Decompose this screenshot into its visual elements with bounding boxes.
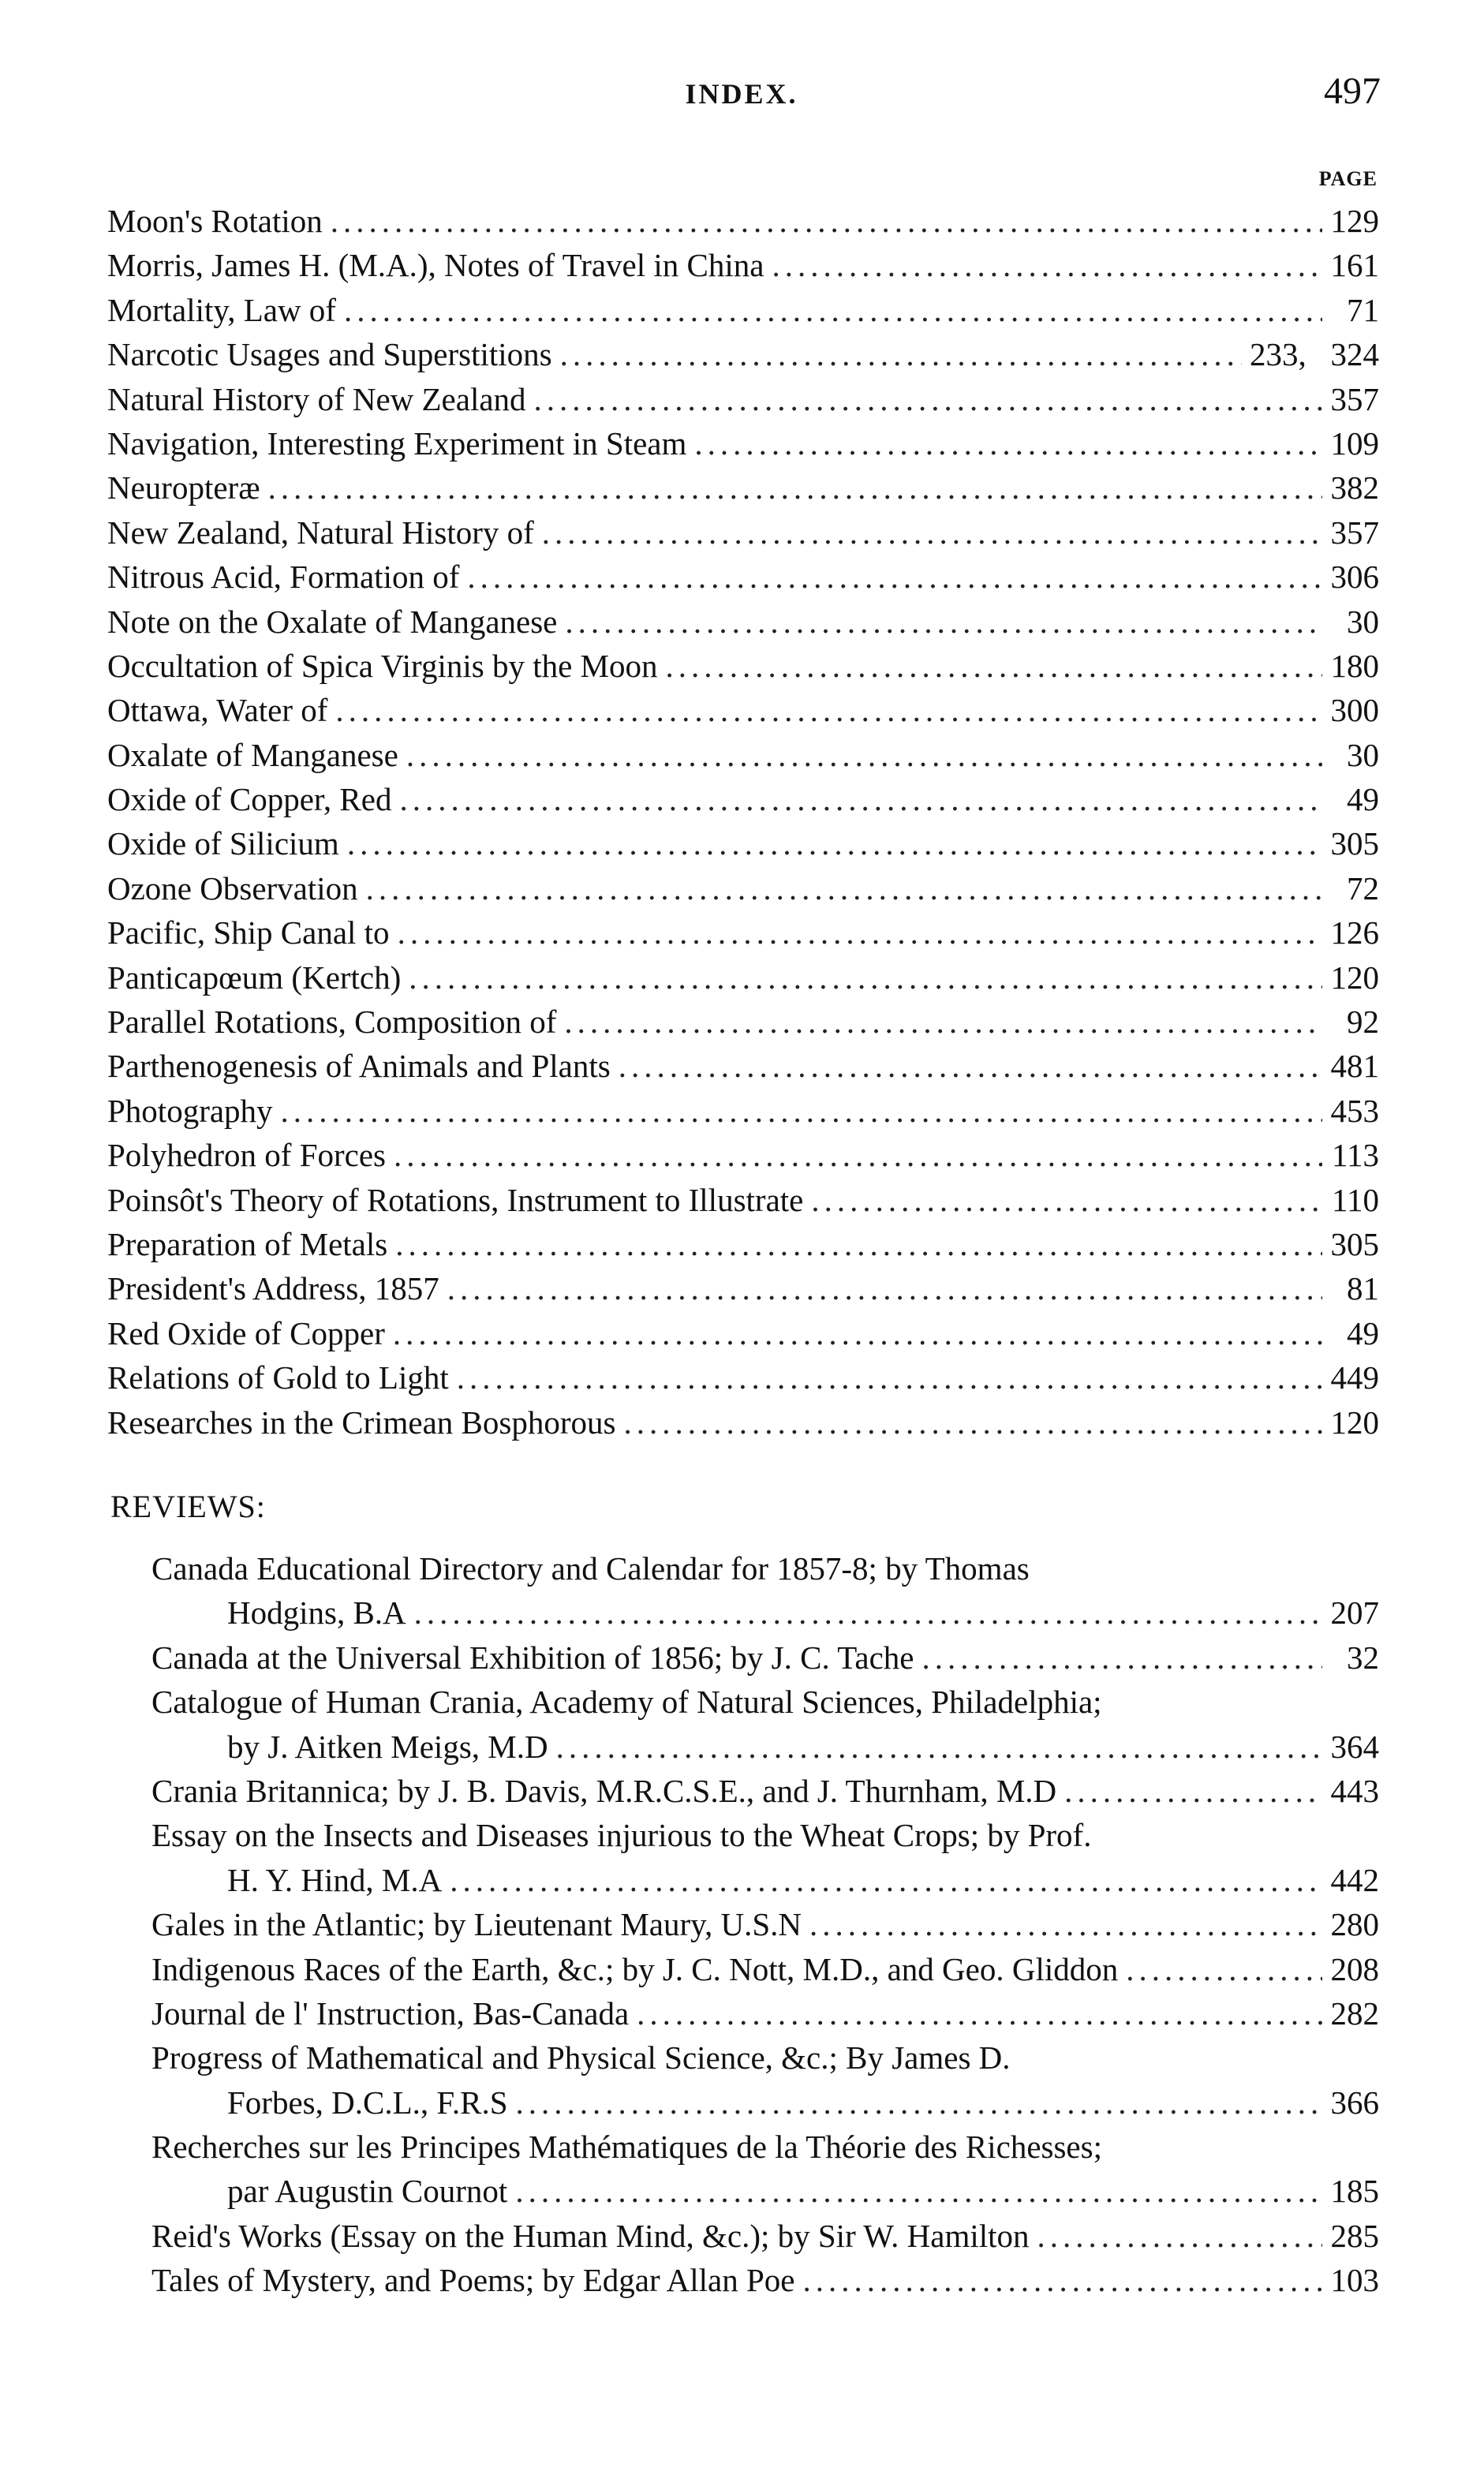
index-entry <box>107 199 1379 243</box>
dot-leader <box>1126 1947 1322 1991</box>
review-line <box>107 1858 1379 1902</box>
entry-page: 71 <box>1347 291 1379 328</box>
entry-page: 449 <box>1330 1359 1379 1396</box>
dot-leader <box>344 288 1322 332</box>
index-entry <box>107 955 1379 1000</box>
review-page: 364 <box>1330 1728 1379 1765</box>
review-title-continued: H. Y. Hind, M.A <box>227 1861 443 1898</box>
index-entry <box>107 465 1379 510</box>
dot-leader <box>694 421 1322 465</box>
index-entry <box>107 688 1379 732</box>
dot-leader <box>802 2258 1322 2302</box>
dot-leader <box>565 600 1322 644</box>
entry-title: Natural History of New Zealand <box>107 380 526 417</box>
review-page: 285 <box>1330 2217 1379 2254</box>
review-title-continued: by J. Aitken Meigs, M.D <box>227 1728 548 1765</box>
review-entry <box>107 1947 1379 1991</box>
entry-title: Nitrous Acid, Formation of <box>107 559 460 596</box>
index-entry <box>107 733 1379 777</box>
entry-page: 113 <box>1332 1137 1379 1174</box>
dot-leader <box>268 465 1322 510</box>
index-entry <box>107 1089 1379 1133</box>
review-page: 282 <box>1330 1994 1379 2032</box>
review-line <box>107 2169 1379 2213</box>
review-line <box>107 2214 1379 2258</box>
entry-title: Oxide of Silicium <box>107 825 339 862</box>
entry-page: 180 <box>1330 647 1379 684</box>
review-title: Recherches sur les Principes Mathématiques de la Théorie des Richesses; <box>151 2129 1102 2166</box>
review-page: 442 <box>1330 1861 1379 1898</box>
review-title: Tales of Mystery, and Poems; by Edgar Allan Poe <box>151 2262 795 2299</box>
entry-title: Relations of Gold to Light <box>107 1359 449 1396</box>
dot-leader <box>281 1089 1322 1133</box>
reviews-heading: REVIEWS: <box>110 1489 266 1524</box>
index-entry <box>107 243 1379 287</box>
entry-page: 110 <box>1332 1181 1379 1218</box>
review-line <box>107 1769 1379 1813</box>
dot-leader <box>414 1590 1322 1635</box>
review-line <box>107 2258 1379 2302</box>
entry-title: Preparation of Metals <box>107 1225 388 1262</box>
review-title: Canada at the Universal Exhibition of 1856; by J. C. Tache <box>151 1639 914 1676</box>
dot-leader <box>395 1222 1322 1266</box>
entry-page: 49 <box>1347 781 1379 818</box>
entry-page: 120 <box>1330 1404 1379 1441</box>
review-entry <box>107 1680 1379 1769</box>
review-entry <box>107 1546 1379 1635</box>
review-page: 103 <box>1330 2262 1379 2299</box>
entry-title: New Zealand, Natural History of <box>107 514 534 551</box>
review-page: 280 <box>1330 1906 1379 1943</box>
review-line <box>107 1902 1379 1946</box>
review-entry <box>107 1813 1379 1902</box>
review-line <box>107 2035 1379 2080</box>
dot-leader <box>1064 1769 1322 1813</box>
dot-leader <box>534 377 1322 421</box>
entry-page: 126 <box>1330 914 1379 951</box>
review-entry <box>107 1902 1379 1946</box>
review-page: 207 <box>1330 1594 1379 1632</box>
index-entry <box>107 288 1379 332</box>
review-line <box>107 1635 1379 1680</box>
dot-leader <box>811 1178 1322 1222</box>
entry-page: 129 <box>1330 203 1379 239</box>
review-line <box>107 1947 1379 1991</box>
index-entry <box>107 1178 1379 1222</box>
review-line <box>107 1680 1379 1724</box>
review-title-continued: Hodgins, B.A <box>227 1594 406 1632</box>
dot-leader <box>556 1725 1322 1769</box>
review-page: 32 <box>1347 1639 1379 1676</box>
review-title: Journal de l' Instruction, Bas-Canada <box>151 1994 630 2032</box>
review-entry <box>107 1769 1379 1813</box>
entry-title: Ozone Observation <box>107 869 358 906</box>
review-title: Gales in the Atlantic; by Lieutenant Maury, U.S.N <box>151 1906 802 1943</box>
dot-leader <box>406 733 1322 777</box>
dot-leader <box>347 821 1322 865</box>
entry-page: 306 <box>1330 559 1379 596</box>
review-title: Crania Britannica; by J. B. Davis, M.R.C.S.E., and J. Thurnham, M.D <box>151 1772 1057 1809</box>
review-line <box>107 1590 1379 1635</box>
entry-title: Note on the Oxalate of Manganese <box>107 603 558 640</box>
review-page: 443 <box>1330 1772 1379 1809</box>
entry-title: Ottawa, Water of <box>107 692 328 729</box>
dot-leader <box>398 910 1322 955</box>
dot-leader <box>666 644 1322 688</box>
entry-title: Red Oxide of Copper <box>107 1314 385 1351</box>
review-line <box>107 1813 1379 1857</box>
index-entry <box>107 1311 1379 1355</box>
index-entry <box>107 510 1379 555</box>
entry-page: 481 <box>1330 1048 1379 1085</box>
dot-leader <box>515 2169 1322 2213</box>
review-title: Essay on the Insects and Diseases injurious to the Wheat Crops; by Prof. <box>151 1817 1092 1854</box>
dot-leader <box>331 199 1322 243</box>
index-entry <box>107 421 1379 465</box>
entry-page: 81 <box>1347 1270 1379 1307</box>
entry-title: President's Address, 1857 <box>107 1270 439 1307</box>
entry-page: 30 <box>1347 736 1379 773</box>
index-entry <box>107 644 1379 688</box>
index-entry <box>107 1044 1379 1088</box>
entry-page: 233, 324 <box>1250 336 1379 373</box>
index-entry <box>107 600 1379 644</box>
entry-page: 109 <box>1330 424 1379 462</box>
entry-title: Photography <box>107 1092 273 1129</box>
review-title: Indigenous Races of the Earth, &c.; by J. C. Nott, M.D., and Geo. Gliddon <box>151 1950 1119 1987</box>
entry-page: 72 <box>1347 869 1379 906</box>
entry-title: Neuropteræ <box>107 469 260 506</box>
page-column-label: PAGE <box>1318 167 1377 190</box>
index-entries <box>107 199 1379 1445</box>
index-entry <box>107 821 1379 865</box>
index-entry <box>107 1355 1379 1400</box>
entry-title: Narcotic Usages and Superstitions <box>107 336 552 373</box>
dot-leader <box>542 510 1322 555</box>
entry-page: 357 <box>1330 380 1379 417</box>
running-head <box>103 69 1381 125</box>
review-line <box>107 2080 1379 2125</box>
dot-leader <box>922 1635 1322 1680</box>
index-entry <box>107 1133 1379 1177</box>
review-title: Canada Educational Directory and Calendar for 1857-8; by Thomas <box>151 1550 1030 1587</box>
review-entry <box>107 1991 1379 2035</box>
entry-page: 382 <box>1330 469 1379 506</box>
dot-leader <box>623 1400 1322 1445</box>
entry-title: Morris, James H. (M.A.), Notes of Travel in China <box>107 247 764 284</box>
review-entry <box>107 2125 1379 2214</box>
review-line <box>107 1991 1379 2035</box>
dot-leader <box>335 688 1322 732</box>
index-entry <box>107 332 1379 376</box>
running-title: INDEX. <box>685 78 798 110</box>
reviews-list <box>107 1546 1379 2303</box>
entry-title: Navigation, Interesting Experiment in Steam <box>107 424 687 462</box>
entry-title: Panticapœum (Kertch) <box>107 959 402 996</box>
dot-leader <box>516 2080 1322 2125</box>
dot-leader <box>619 1044 1322 1088</box>
entry-title: Parallel Rotations, Composition of <box>107 1004 557 1041</box>
dot-leader <box>394 1133 1322 1177</box>
entry-page: 305 <box>1330 825 1379 862</box>
dot-leader <box>637 1991 1322 2035</box>
review-line <box>107 2125 1379 2169</box>
dot-leader <box>772 243 1322 287</box>
review-entry <box>107 2214 1379 2258</box>
dot-leader <box>1037 2214 1322 2258</box>
entry-page: 305 <box>1330 1225 1379 1262</box>
entry-title: Pacific, Ship Canal to <box>107 914 390 951</box>
entry-title: Polyhedron of Forces <box>107 1137 387 1174</box>
entry-title: Oxide of Copper, Red <box>107 781 392 818</box>
index-entry <box>107 1000 1379 1044</box>
review-line <box>107 1546 1379 1590</box>
index-entry <box>107 777 1379 821</box>
review-title: Progress of Mathematical and Physical Science, &c.; By James D. <box>151 2039 1011 2076</box>
entry-title: Moon's Rotation <box>107 203 323 239</box>
review-title: Catalogue of Human Crania, Academy of Natural Sciences, Philadelphia; <box>151 1684 1102 1721</box>
entry-page: 453 <box>1330 1092 1379 1129</box>
entry-title: Researches in the Crimean Bosphorous <box>107 1404 616 1441</box>
review-entry <box>107 2035 1379 2125</box>
review-title-continued: Forbes, D.C.L., F.R.S <box>227 2084 508 2121</box>
review-title-continued: par Augustin Cournot <box>227 2173 508 2210</box>
review-page: 366 <box>1330 2084 1379 2121</box>
dot-leader <box>467 555 1322 599</box>
index-entry <box>107 555 1379 599</box>
review-entry <box>107 2258 1379 2302</box>
entry-title: Mortality, Law of <box>107 291 336 328</box>
index-entry <box>107 377 1379 421</box>
entry-page: 49 <box>1347 1314 1379 1351</box>
index-entry <box>107 1222 1379 1266</box>
review-page: 185 <box>1330 2173 1379 2210</box>
entry-page: 300 <box>1330 692 1379 729</box>
review-entry <box>107 1635 1379 1680</box>
entry-title: Parthenogenesis of Animals and Plants <box>107 1048 611 1085</box>
entry-page: 120 <box>1330 959 1379 996</box>
index-entry <box>107 1400 1379 1445</box>
dot-leader <box>399 777 1322 821</box>
entry-page: 30 <box>1347 603 1379 640</box>
entry-title: Oxalate of Manganese <box>107 736 398 773</box>
dot-leader <box>560 332 1242 376</box>
dot-leader <box>409 955 1322 1000</box>
entry-page: 357 <box>1330 514 1379 551</box>
index-entry <box>107 866 1379 910</box>
index-entry <box>107 1266 1379 1310</box>
entry-title: Occultation of Spica Virginis by the Moon <box>107 647 658 684</box>
page-number: 497 <box>1324 70 1381 112</box>
dot-leader <box>809 1902 1322 1946</box>
entry-page: 92 <box>1347 1004 1379 1041</box>
entry-page: 161 <box>1330 247 1379 284</box>
dot-leader <box>447 1266 1322 1310</box>
entry-title: Poinsôt's Theory of Rotations, Instrument to Illustrate <box>107 1181 804 1218</box>
dot-leader <box>450 1858 1322 1902</box>
index-entry <box>107 910 1379 955</box>
review-title: Reid's Works (Essay on the Human Mind, &c.); by Sir W. Hamilton <box>151 2217 1030 2254</box>
dot-leader <box>366 866 1322 910</box>
review-line <box>107 1725 1379 1769</box>
dot-leader <box>393 1311 1322 1355</box>
dot-leader <box>457 1355 1322 1400</box>
dot-leader <box>564 1000 1322 1044</box>
review-page: 208 <box>1330 1950 1379 1987</box>
